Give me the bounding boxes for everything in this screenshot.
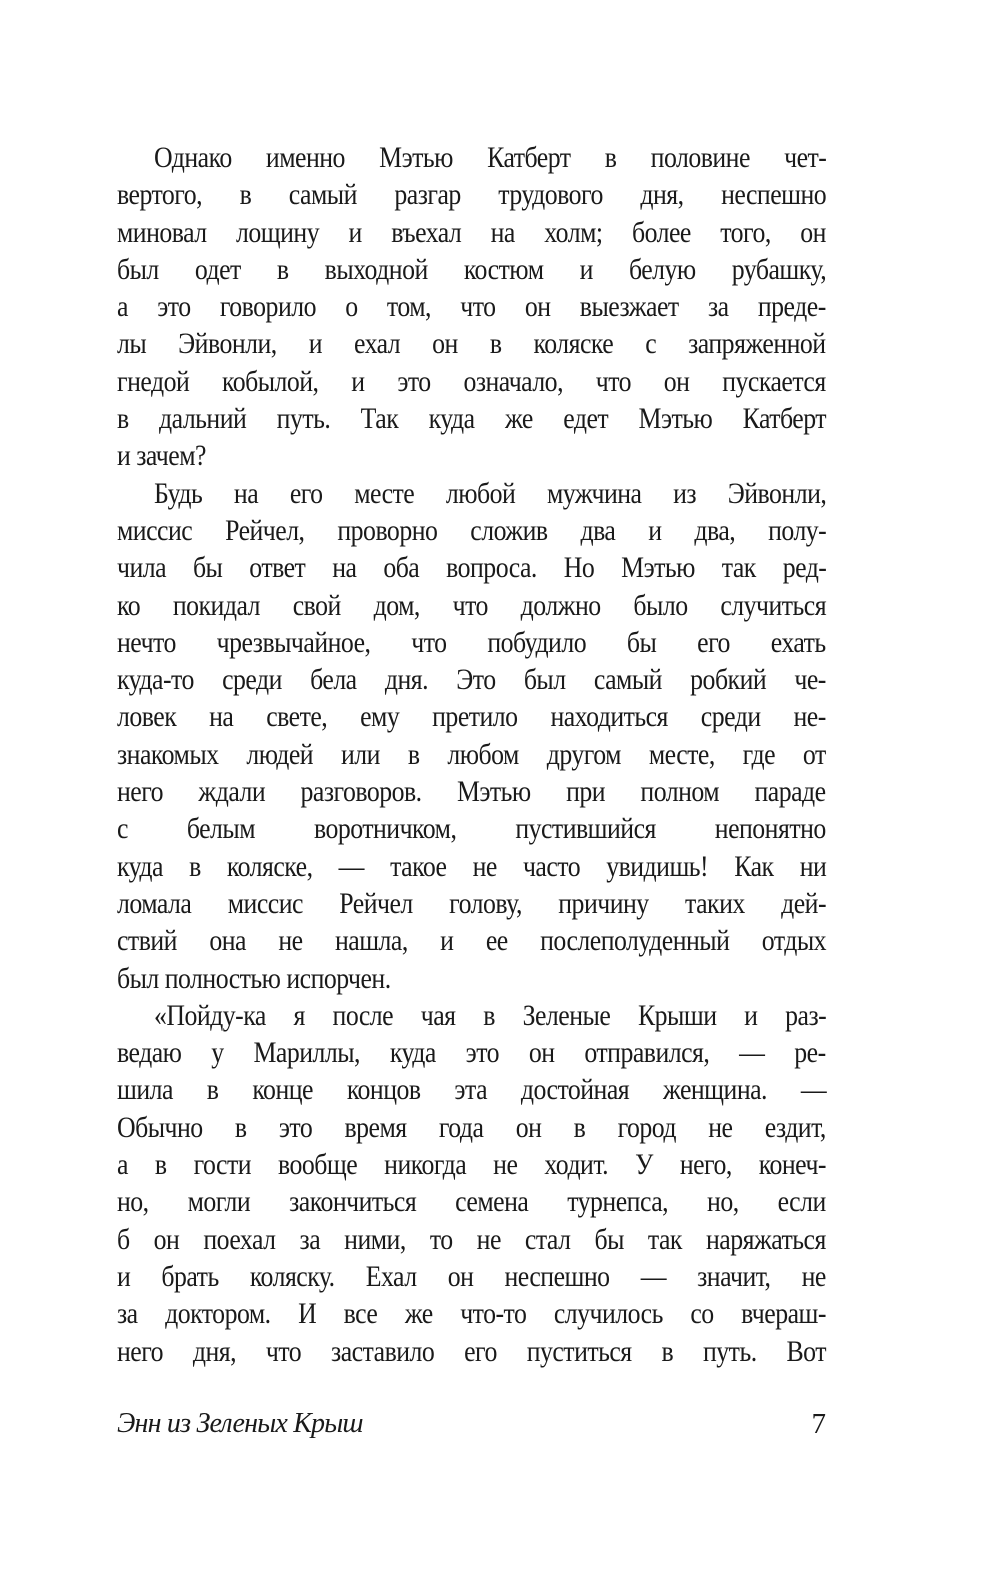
text-line: был одет в выходной костюм и белую рубашку, [117,252,827,286]
text-line: него дня, что заставило его пуститься в путь. Вот [117,1334,826,1368]
body-text [117,139,826,1370]
text-line: за доктором. И все же что-то случилось со вчераш- [117,1297,826,1331]
text-line: ведаю у Мариллы, куда это он отправился, — ре- [117,1036,826,1070]
text-line: ловек на свете, ему претило находиться среди не- [117,700,826,734]
text-line: но, могли закончиться семена турнепса, но, если [117,1185,826,1219]
text-line: а в гости вообще никогда не ходит. У него, конеч- [117,1148,827,1182]
paragraph [117,475,826,997]
text-line: Обычно в это время года он в город не ездит, [117,1110,826,1144]
text-line: гнедой кобылой, и это означало, что он пускается [117,364,826,398]
text-line: Однако именно Мэтью Катберт в половине чет- [154,141,827,174]
text-line: был полностью испорчен. [117,961,391,995]
text-line: а это говорило о том, что он выезжает за преде- [117,290,826,324]
paragraph [117,997,826,1370]
text-line: ломала миссис Рейчел голову, причину таких дей- [117,886,827,920]
text-line: б он поехал за ними, то не стал бы так наряжаться [117,1222,826,1256]
text-line: куда-то среди бела дня. Это был самый робкий че- [117,663,826,697]
text-line: и зачем? [117,439,206,473]
text-line: в дальний путь. Так куда же едет Мэтью Катберт [117,402,827,436]
text-line: нечто чрезвычайное, что побудило бы его ехать [117,625,826,659]
text-line: и брать коляску. Ехал он неспешно — значит, не [117,1259,826,1293]
text-line: лы Эйвонли, и ехал он в коляске с запряженной [117,327,826,361]
paragraph [117,139,826,475]
text-line: ко покидал свой дом, что должно было случиться [117,588,827,622]
page-number: 7 [811,1408,826,1440]
text-line: миновал лощину и въехал на холм; более того, он [117,215,826,249]
text-line: с белым воротничком, пустившийся непонятно [117,812,826,846]
text-line: «Пойду-ка я после чая в Зеленые Крыши и раз- [154,998,827,1032]
text-line: миссис Рейчел, проворно сложив два и два, полу- [117,513,827,547]
text-line: чила бы ответ на оба вопроса. Но Мэтью так ред- [117,551,827,585]
page-footer [117,1404,826,1444]
text-line: ствий она не нашла, и ее послеполуденный отдых [117,924,827,958]
text-line: знакомых людей или в любом другом месте, где от [117,737,826,771]
text-line: куда в коляске, — такое не часто увидишь! Как ни [117,849,827,883]
text-line: шила в конце концов эта достойная женщина. — [117,1073,827,1107]
text-line: вертого, в самый разгар трудового дня, неспешно [117,178,827,212]
text-line: Будь на его месте любой мужчина из Эйвонли, [154,476,827,510]
text-line: него ждали разговоров. Мэтью при полном параде [117,775,826,809]
running-title: Энн из Зеленых Крыш [117,1408,363,1439]
